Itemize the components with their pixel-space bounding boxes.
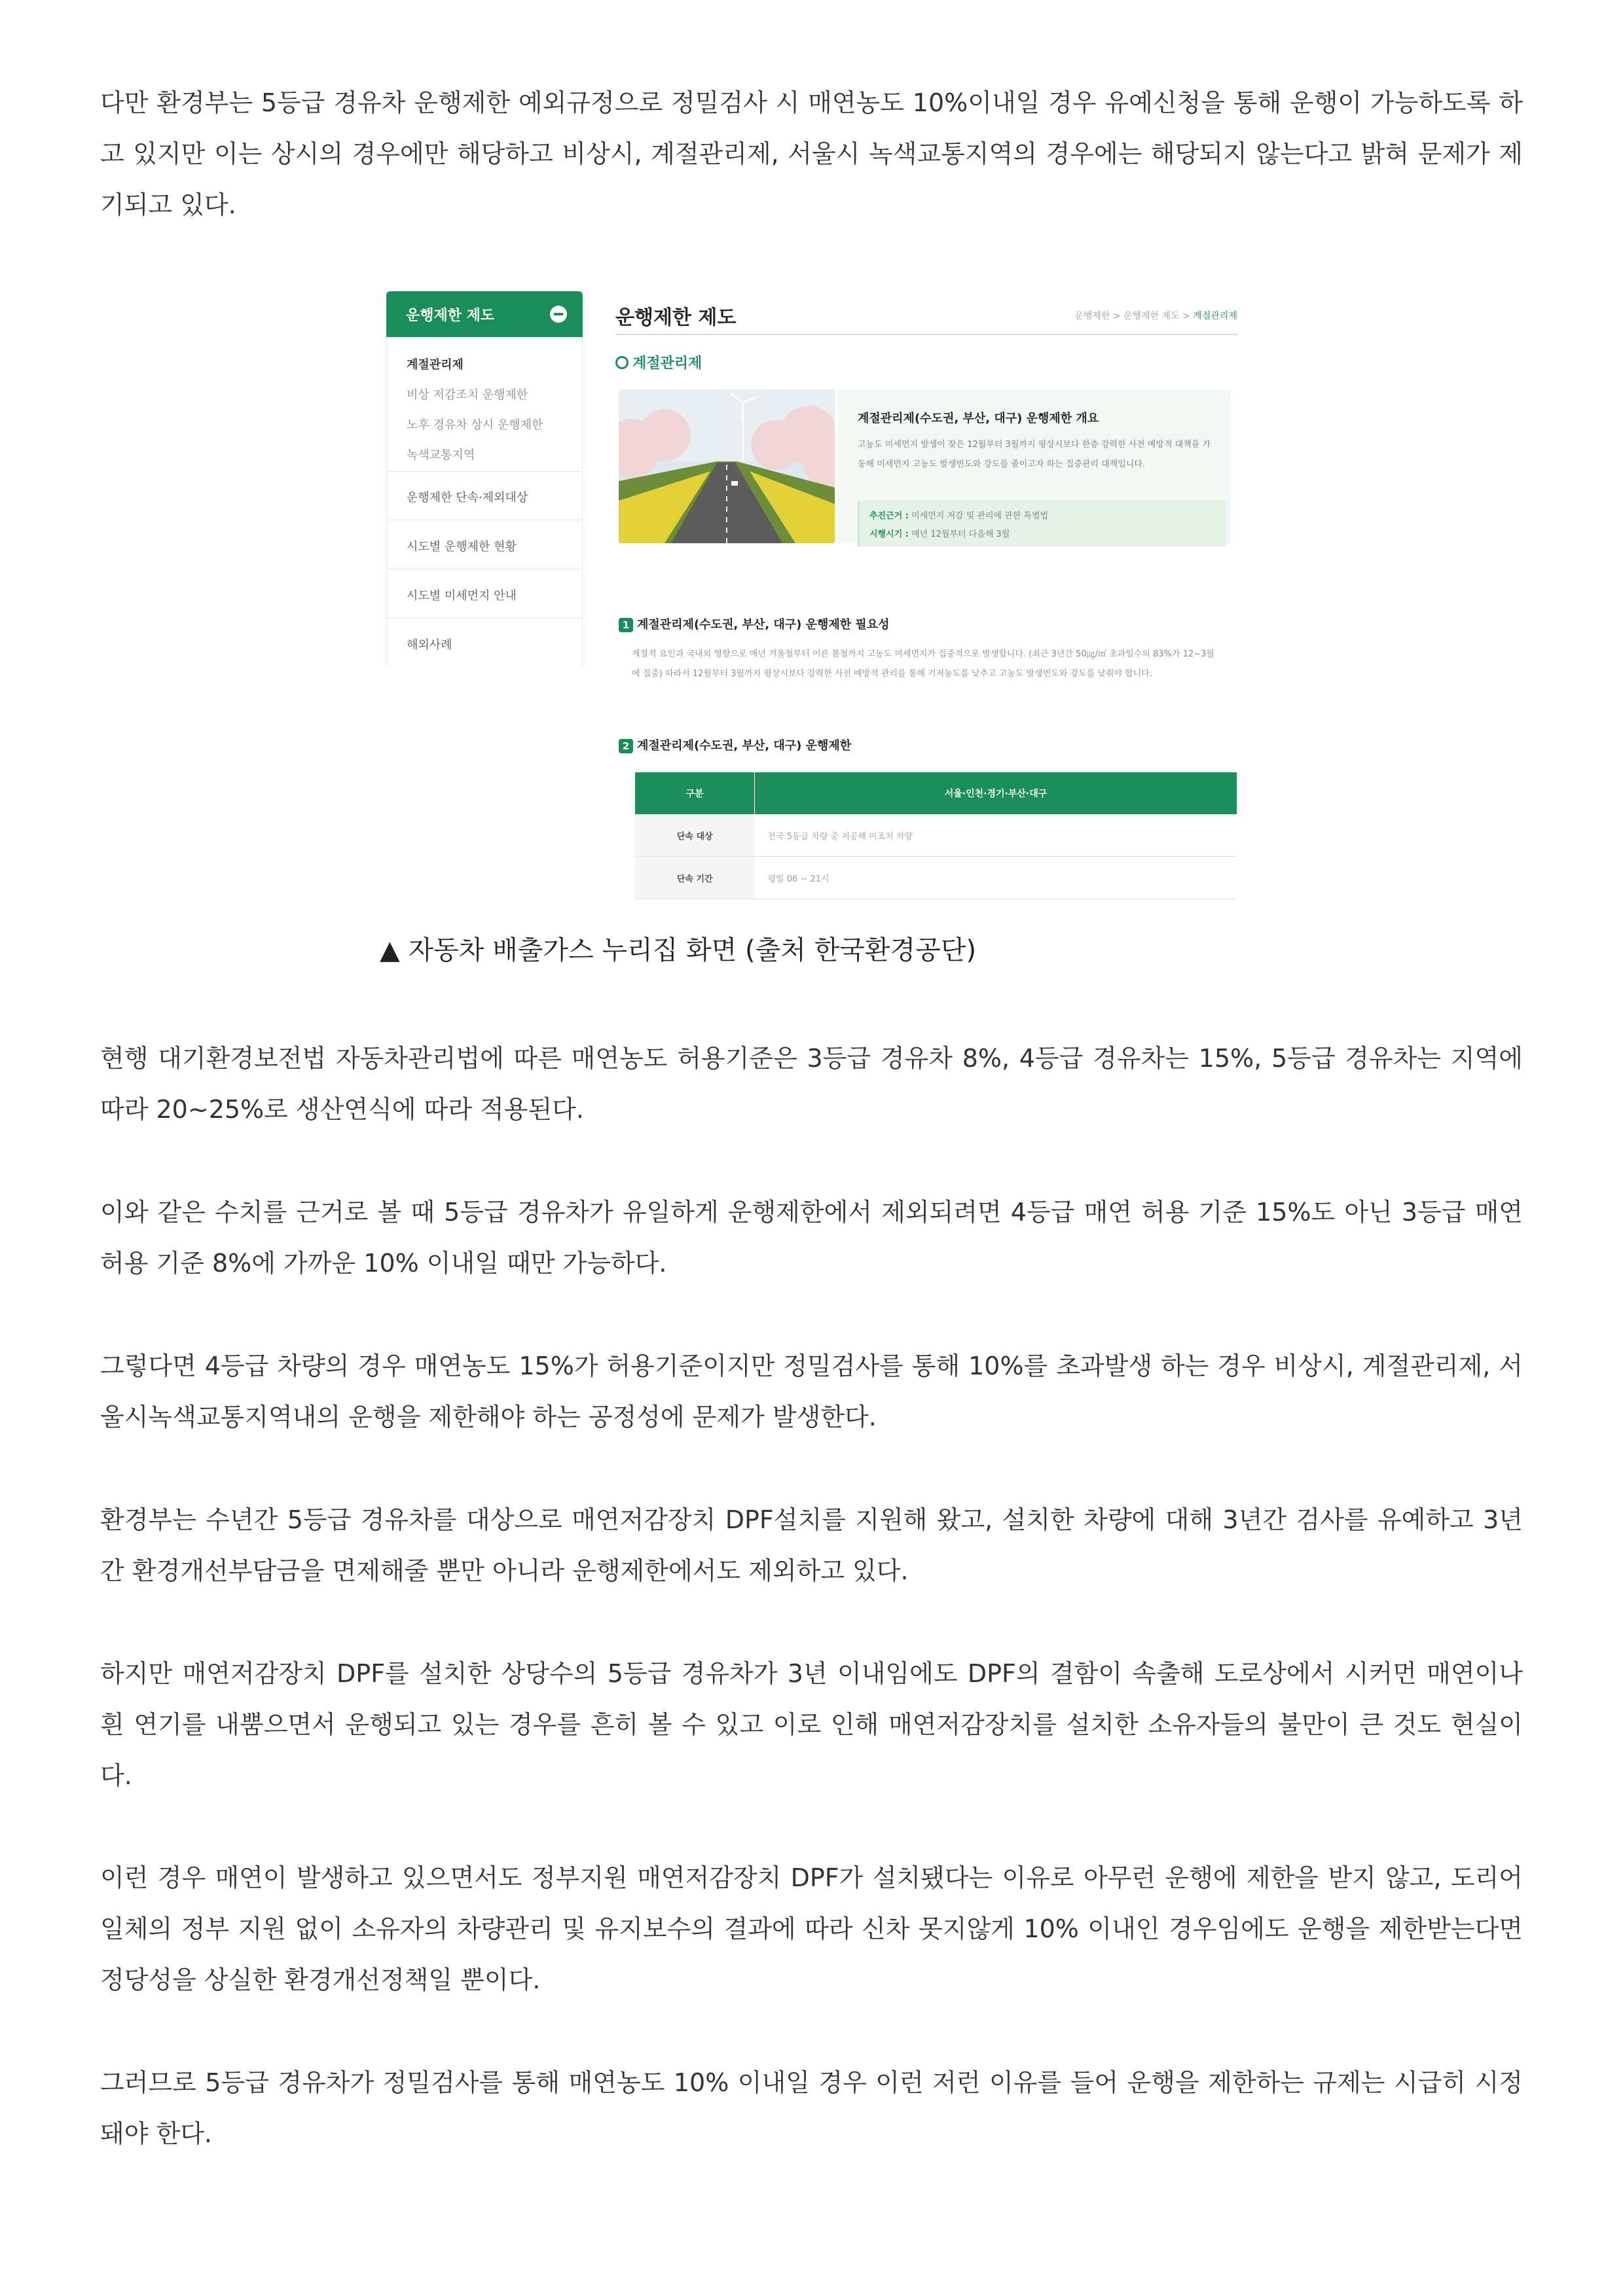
overview-box (838, 389, 1231, 543)
image-caption: ▲ 자동차 배출가스 누리집 화면 (출처 한국환경공단) (380, 935, 977, 965)
sidebar-item: 운행제한 단속·제외대상 (386, 471, 583, 520)
paragraph-8: 그러므로 5등급 경유차가 정밀검사를 통해 매연농도 10% 이내일 경우 이런 저런 이유를 들어 운행을 제한하는 규제는 시급히 시정돼야 한다. (100, 2068, 1523, 2148)
sidebar-submenu (386, 337, 583, 472)
table-row: 단속 기간 평일 06 ~ 21시 (635, 857, 1237, 899)
breadcrumb: 운행제한 > 운행제한 제도 > 계절관리제 (1074, 311, 1237, 321)
section-1-text: 계절적 요인과 국내외 영향으로 매년 겨울철부터 이른 봄철까지 고농도 미세먼지가 집중적으로 발생합니다. (최근 3년간 50㎍/㎥ 초과일수의 83%가 12~3월에 집중) 따라서 12월부터 3월까지 평상시보다 강력한 사전 예방적 관리를 통해 기저농도를 낮추고 고농도 발생빈도와 강도를 낮춰야 합니다. (632, 649, 1214, 679)
overview-text: 고농도 미세먼지 발생이 잦은 12월부터 3월까지 평상시보다 한층 강력한 사전 예방적 대책을 가동해 미세먼지 고농도 발생빈도와 강도를 줄이고자 하는 집중관리 대책입니다. (858, 440, 1211, 469)
sidebar-subitem-emergency: 비상 저감조치 운행제한 (407, 388, 528, 402)
paragraph-6: 하지만 매연저감장치 DPF를 설치한 상당수의 5등급 경유차가 3년 이내임에도 DPF의 결함이 속출해 도로상에서 시커먼 매연이나 흰 연기를 내뿜으면서 운행되고 있는 경우를 흔히 볼 수 있고 이로 인해 매연저감장치를 설치한 소유자들의 불만이 큰 것도 현실이다. (100, 1659, 1523, 1790)
section-2-heading: 2 계절관리제(수도권, 부산, 대구) 운행제한 (619, 736, 851, 753)
sidebar (386, 275, 583, 652)
sidebar-subitem-old-diesel: 노후 경유차 상시 운행제한 (407, 418, 543, 432)
page-title: 운행제한 제도 (615, 306, 737, 329)
sidebar-header (386, 291, 583, 337)
paragraph-1: 다만 환경부는 5등급 경유차 운행제한 예외규정으로 정밀검사 시 매연농도 10%이내일 경우 유예신청을 통해 운행이 가능하도록 하고 있지만 이는 상시의 경우에만 해당하고 비상시, 계절관리제, 서울시 녹색교통지역의 경우에는 해당되지 않는다고 밝혀 문제가 제기되고 있다. (100, 88, 1523, 219)
paragraph-7: 이런 경우 매연이 발생하고 있으면서도 정부지원 매연저감장치 DPF가 설치됐다는 이유로 아무런 운행에 제한을 받지 않고, 도리어 일체의 정부 지원 없이 소유자의 차량관리 및 유지보수의 결과에 따라 신차 못지않게 10% 이내인 경우임에도 운행을 제한받는다면 정당성을 상실한 환경개선정책일 뿐이다. (100, 1863, 1523, 1994)
sidebar-header-label: 운행제한 제도 (406, 308, 495, 324)
paragraph-3: 이와 같은 수치를 근거로 볼 때 5등급 경유차가 유일하게 운행제한에서 제외되려면 4등급 매연 허용 기준 15%도 아닌 3등급 매연 허용 기준 8%에 가까운 10% 이내일 때만 가능하다. (100, 1198, 1523, 1278)
sidebar-subitem-season: 계절관리제 (407, 358, 464, 372)
sidebar-item: 시도별 미세먼지 안내 (386, 569, 583, 619)
table-header: 구분 (635, 772, 755, 814)
section-1-heading: 1 계절관리제(수도권, 부산, 대구) 운행제한 필요성 (619, 615, 890, 632)
sidebar-item: 해외사례 (386, 619, 583, 667)
table-header: 서울·인천·경기·부산·대구 (755, 772, 1237, 814)
overview-title: 계절관리제(수도권, 부산, 대구) 운행제한 개요 (858, 412, 1099, 425)
collapse-icon (550, 306, 567, 323)
table-row: 단속 대상 전국 5등급 차량 중 저공해 미조치 차량 (635, 814, 1237, 857)
road-photo (619, 389, 835, 543)
paragraph-2: 현행 대기환경보전법 자동차관리법에 따른 매연농도 허용기준은 3등급 경유차 8%, 4등급 경유차는 15%, 5등급 경유차는 지역에 따라 20~25%로 생산연식에 따라 적용된다. (100, 1044, 1523, 1124)
section-label: 계절관리제 (615, 352, 702, 372)
paragraph-4: 그렇다면 4등급 차량의 경우 매연농도 15%가 허용기준이지만 정밀검사를 통해 10%를 초과발생 하는 경우 비상시, 계절관리제, 서울시녹색교통지역내의 운행을 제한해야 하는 공정성에 문제가 발생한다. (100, 1352, 1523, 1431)
restriction-table (635, 772, 1237, 899)
title-divider (615, 334, 1237, 335)
embedded-website-screenshot (386, 275, 1237, 903)
paragraph-5: 환경부는 수년간 5등급 경유차를 대상으로 매연저감장치 DPF설치를 지원해 왔고, 설치한 차량에 대해 3년간 검사를 유예하고 3년간 환경개선부담금을 면제해줄 뿐만 아니라 운행제한에서도 제외하고 있다. (100, 1505, 1523, 1585)
overview-details: 추진근거 : 미세먼지 저감 및 관리에 관한 특별법 시행시기 : 매년 12월부터 다음해 3월 (858, 501, 1226, 547)
sidebar-item: 시도별 운행제한 현황 (386, 520, 583, 569)
sidebar-subitem-green-zone: 녹색교통지역 (407, 448, 475, 462)
